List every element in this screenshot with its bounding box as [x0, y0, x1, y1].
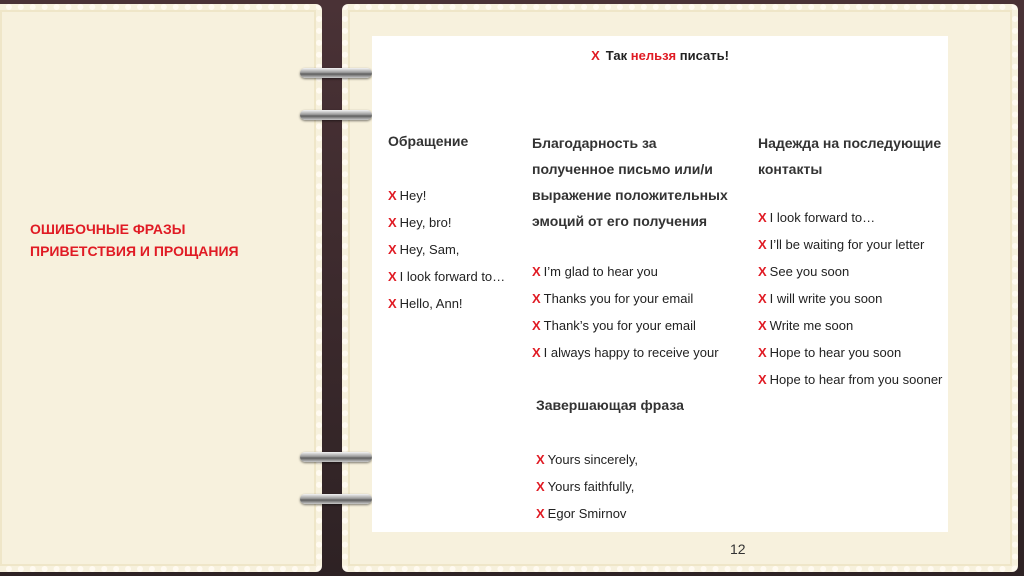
list-item: Х Hello, Ann! [388, 296, 463, 311]
column-title: Завершающая фраза [536, 397, 684, 413]
binder-ring-2 [300, 110, 372, 120]
list-item: Х I’m glad to hear you [532, 264, 658, 279]
list-item: Х I look forward to… [388, 269, 506, 284]
list-item: Х Yours sincerely, [536, 452, 638, 467]
cross-mark-icon: Х [758, 318, 767, 333]
slide-title: ОШИБОЧНЫЕ ФРАЗЫ ПРИВЕТСТВИЯ И ПРОЩАНИЯ [30, 221, 239, 259]
cross-mark-icon: Х [591, 48, 600, 63]
list-item: Х Hey! [388, 188, 427, 203]
list-item: Х Egor Smirnov [536, 506, 627, 521]
list-item: Х Yours faithfully, [536, 479, 635, 494]
cross-mark-icon: Х [388, 269, 397, 284]
cross-mark-icon: Х [758, 264, 767, 279]
list-item: Х I always happy to receive your [532, 345, 719, 360]
list-item: Х I look forward to… [758, 210, 876, 225]
list-item: Х Hope to hear you soon [758, 345, 902, 360]
cross-mark-icon: Х [388, 215, 397, 230]
cross-mark-icon: Х [532, 345, 541, 360]
list-item: Х Hope to hear from you sooner [758, 372, 943, 387]
list-item: Х Hey, Sam, [388, 242, 460, 257]
list-item: Х I will write you soon [758, 291, 883, 306]
list-item: Х See you soon [758, 264, 850, 279]
column-title: Благодарность за полученное письмо или/и выражение положительных эмоций от его получения [532, 135, 728, 229]
column-hope [758, 130, 943, 393]
column-greeting [388, 128, 518, 317]
cross-mark-icon: Х [758, 345, 767, 360]
heading-text-start: Так [605, 48, 628, 63]
column-gratitude [532, 130, 742, 366]
list-item: Х Thank’s you for your email [532, 318, 696, 333]
cross-mark-icon: Х [758, 210, 767, 225]
binder-ring-1 [300, 68, 372, 78]
cross-mark-icon: Х [536, 506, 545, 521]
column-title: Обращение [388, 133, 469, 149]
cross-mark-icon: Х [388, 242, 397, 257]
binder-ring-4 [300, 494, 372, 504]
cross-mark-icon: Х [536, 479, 545, 494]
column-closing [536, 392, 736, 527]
warning-heading [372, 48, 948, 63]
list-item: Х Hey, bro! [388, 215, 452, 230]
cross-mark-icon: Х [758, 291, 767, 306]
list-item: Х Write me soon [758, 318, 854, 333]
list-item: Х I’ll be waiting for your letter [758, 237, 925, 252]
cross-mark-icon: Х [758, 237, 767, 252]
cross-mark-icon: Х [758, 372, 767, 387]
cross-mark-icon: Х [388, 188, 397, 203]
cross-mark-icon: Х [388, 296, 397, 311]
column-title: Надежда на последующие контакты [758, 135, 942, 177]
cross-mark-icon: Х [532, 291, 541, 306]
binder-ring-3 [300, 452, 372, 462]
notebook-left-page [0, 4, 322, 572]
cross-mark-icon: Х [532, 264, 541, 279]
cross-mark-icon: Х [536, 452, 545, 467]
list-item: Х Thanks you for your email [532, 291, 694, 306]
heading-text-end: писать! [679, 48, 729, 63]
heading-highlight: нельзя [630, 48, 677, 63]
page-number: 12 [730, 541, 746, 557]
cross-mark-icon: Х [532, 318, 541, 333]
